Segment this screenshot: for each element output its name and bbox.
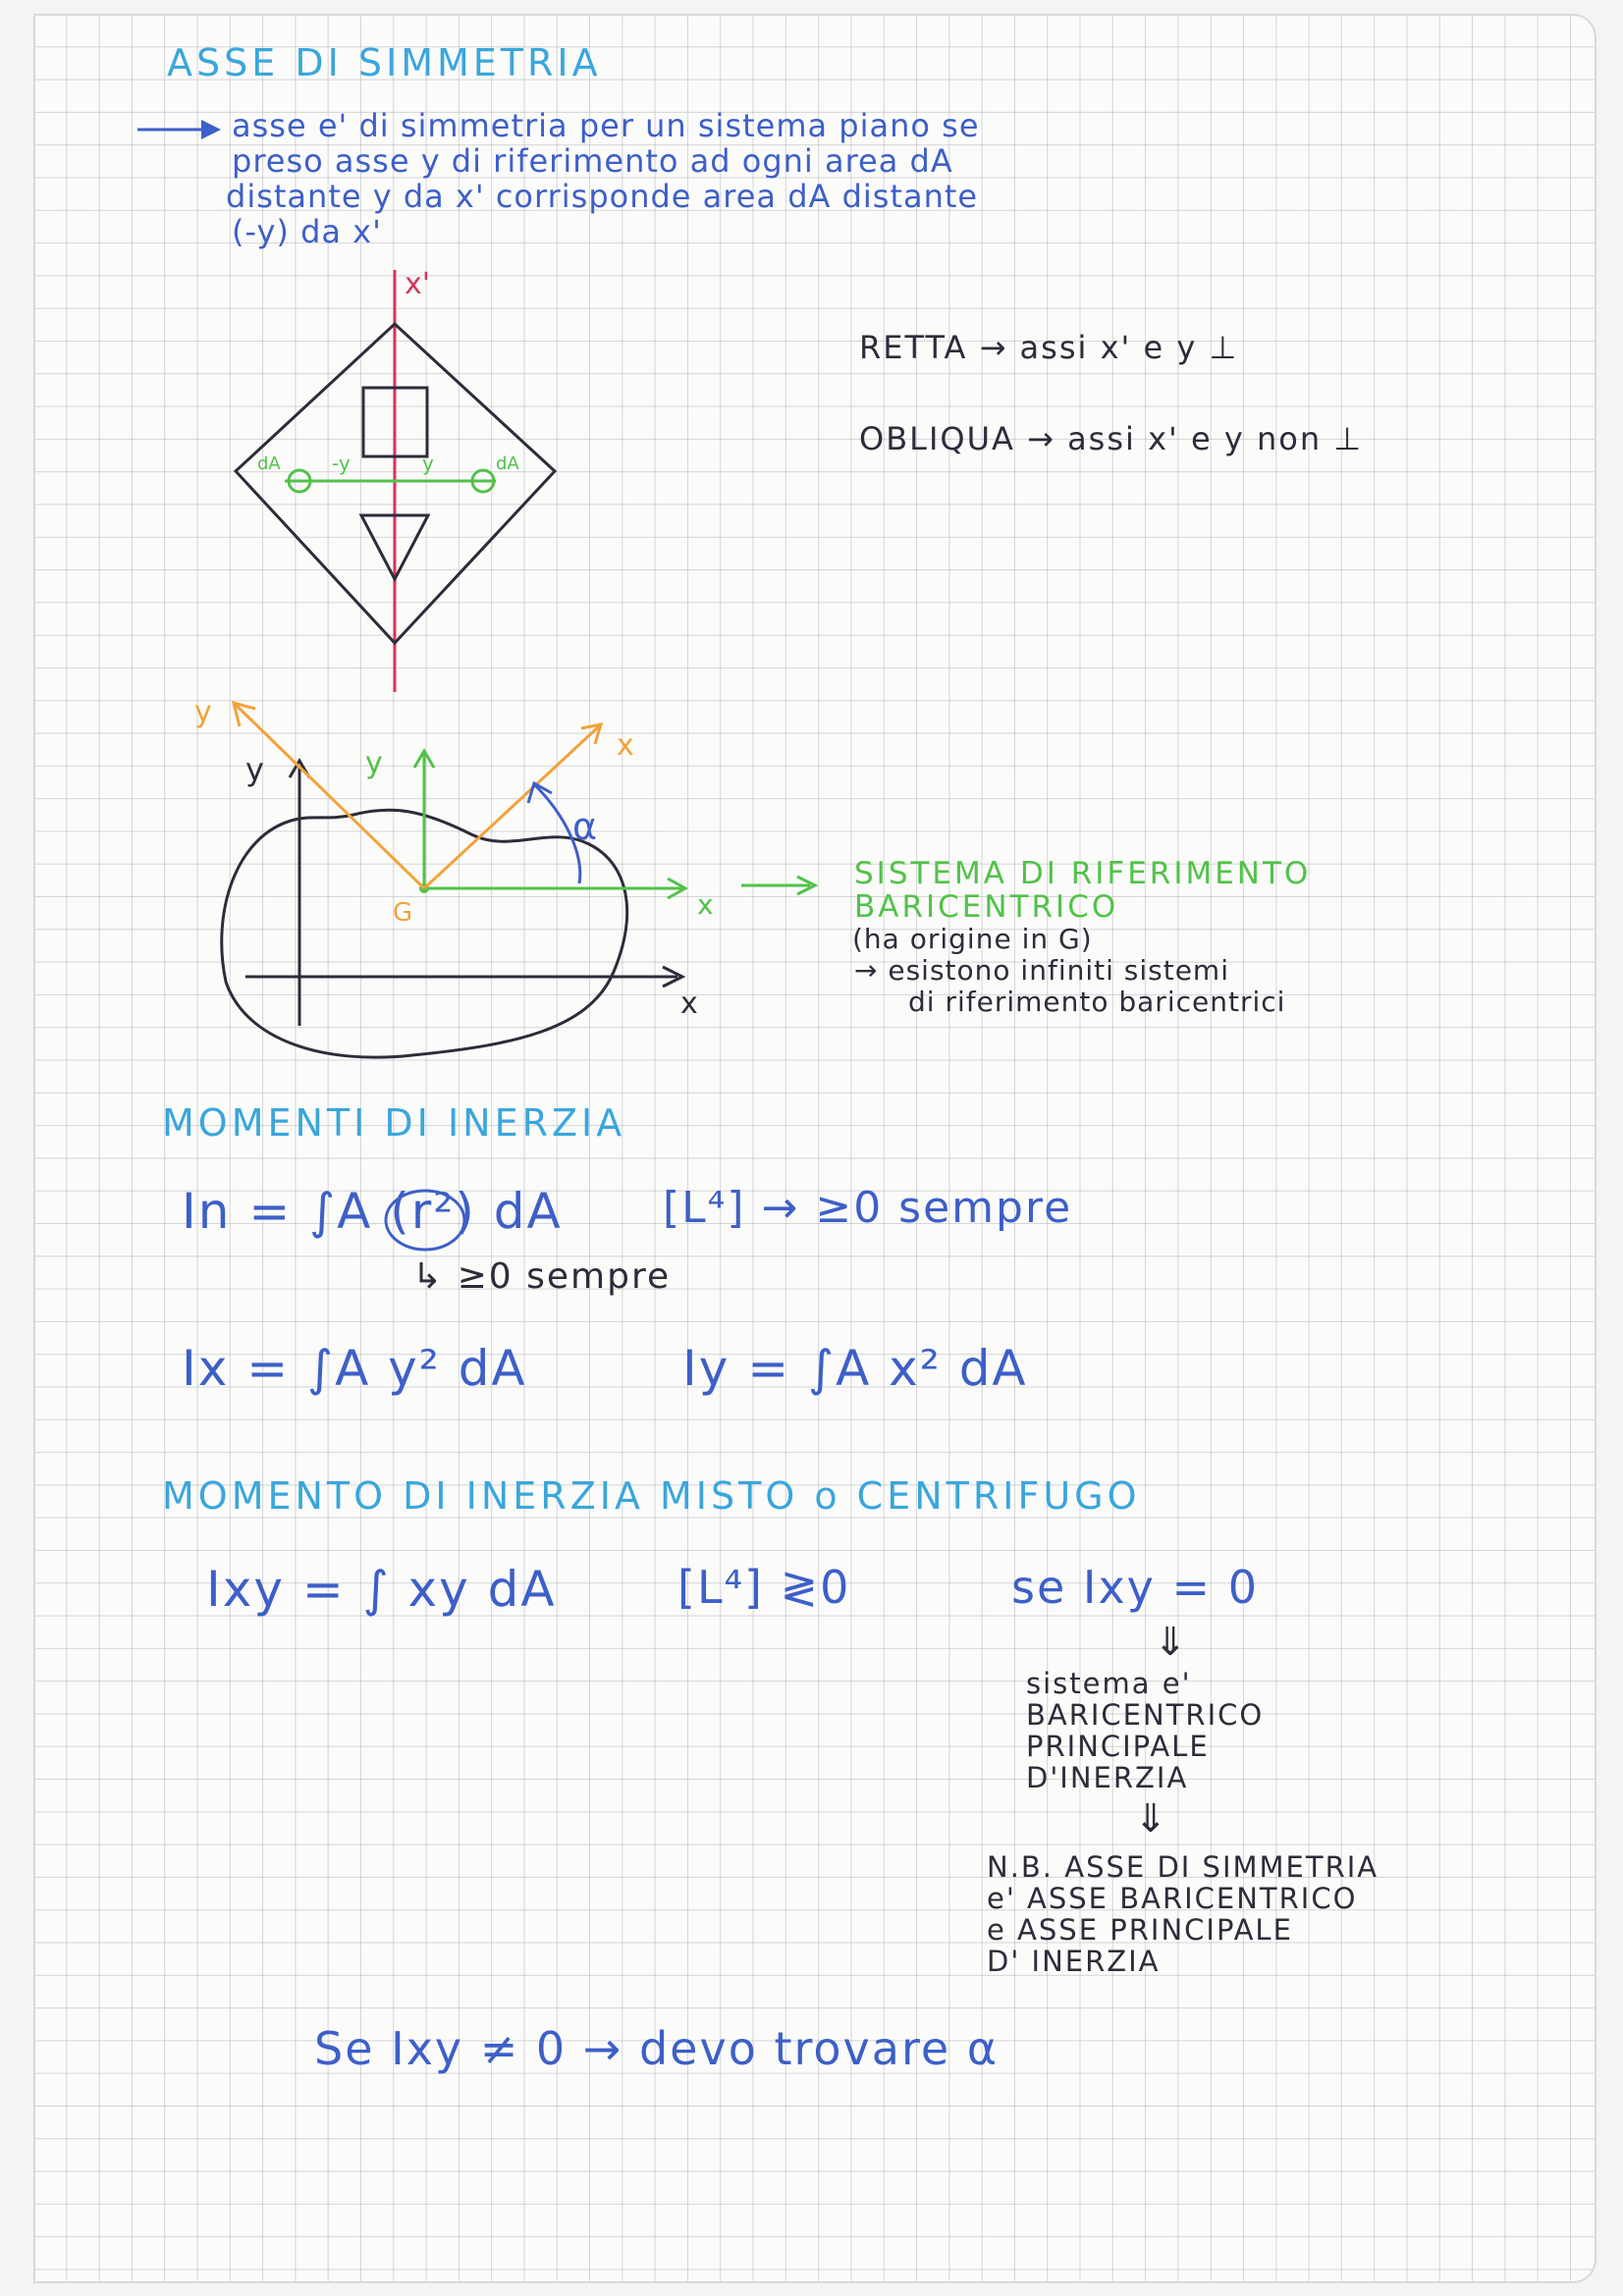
green-x-label: x [697,888,714,921]
centroid-label: G [393,898,413,928]
nb-line-4: D' INERZIA [987,1945,1161,1978]
final-statement: Se Ixy ≠ 0 → devo trovare α [314,2022,1000,2075]
alpha-label: α [572,805,598,848]
bary-title-1: SISTEMA DI RIFERIMENTO [854,856,1312,891]
inertia-title: MOMENTI DI INERZIA [162,1101,626,1145]
ixy-condition: se Ixy = 0 [1011,1561,1259,1614]
def-line-4: (-y) da x' [232,213,382,250]
def-line-1: asse e' di simmetria per un sistema piano se [232,107,980,144]
result-line-2: BARICENTRICO [1026,1698,1265,1732]
ix-formula: Ix = ∫A y² dA [182,1340,527,1397]
orange-y-axis [236,705,424,888]
ixy-units: [L⁴] ≷0 [677,1561,851,1614]
result-line-1: sistema e' [1026,1667,1192,1700]
bary-note-3: di riferimento baricentrici [908,986,1286,1018]
polar-formula: In = ∫A (r²) dA [182,1183,563,1240]
green-y-label: y [365,746,383,780]
axis-x-prime-label: x' [405,267,431,301]
nb-line-3: e ASSE PRINCIPALE [987,1913,1293,1947]
iy-formula: Iy = ∫A x² dA [682,1340,1028,1397]
bullet-arrow-head [201,120,221,139]
dark-x-label: x [680,987,698,1021]
bary-note-2: → esistono infiniti sistemi [854,954,1229,987]
implies-arrow-1: ⇓ [1154,1620,1187,1665]
retta-note: RETTA → assi x' e y ⊥ [859,329,1239,366]
result-line-3: PRINCIPALE [1026,1730,1210,1763]
obliqua-note: OBLIQUA → assi x' e y non ⊥ [859,420,1364,457]
dark-y-label: y [245,751,264,788]
minus-y-label: -y [332,452,351,475]
polar-note: ↳ ≥0 sempre [412,1256,672,1297]
da-left-label: dA [257,454,281,474]
def-line-2: preso asse y di riferimento ad ogni area dA [232,142,953,180]
nb-line-1: N.B. ASSE DI SIMMETRIA [987,1850,1380,1884]
nb-line-2: e' ASSE BARICENTRICO [987,1882,1358,1915]
mixed-title: MOMENTO DI INERZIA MISTO o CENTRIFUGO [162,1474,1141,1518]
orange-x-label: x [617,728,634,763]
implies-arrow-2: ⇓ [1134,1796,1167,1842]
def-line-3: distante y da x' corrisponde area dA distante [226,178,979,215]
result-line-4: D'INERZIA [1026,1761,1189,1794]
da-right-label: dA [496,454,519,474]
ixy-formula: Ixy = ∫ xy dA [206,1561,557,1618]
symmetry-title: ASSE DI SIMMETRIA [167,41,602,84]
y-label: y [422,452,434,475]
bary-title-2: BARICENTRICO [854,889,1119,925]
bary-note-1: (ha origine in G) [852,923,1093,955]
polar-units: [L⁴] → ≥0 sempre [663,1183,1073,1233]
orange-y-label: y [194,695,212,729]
